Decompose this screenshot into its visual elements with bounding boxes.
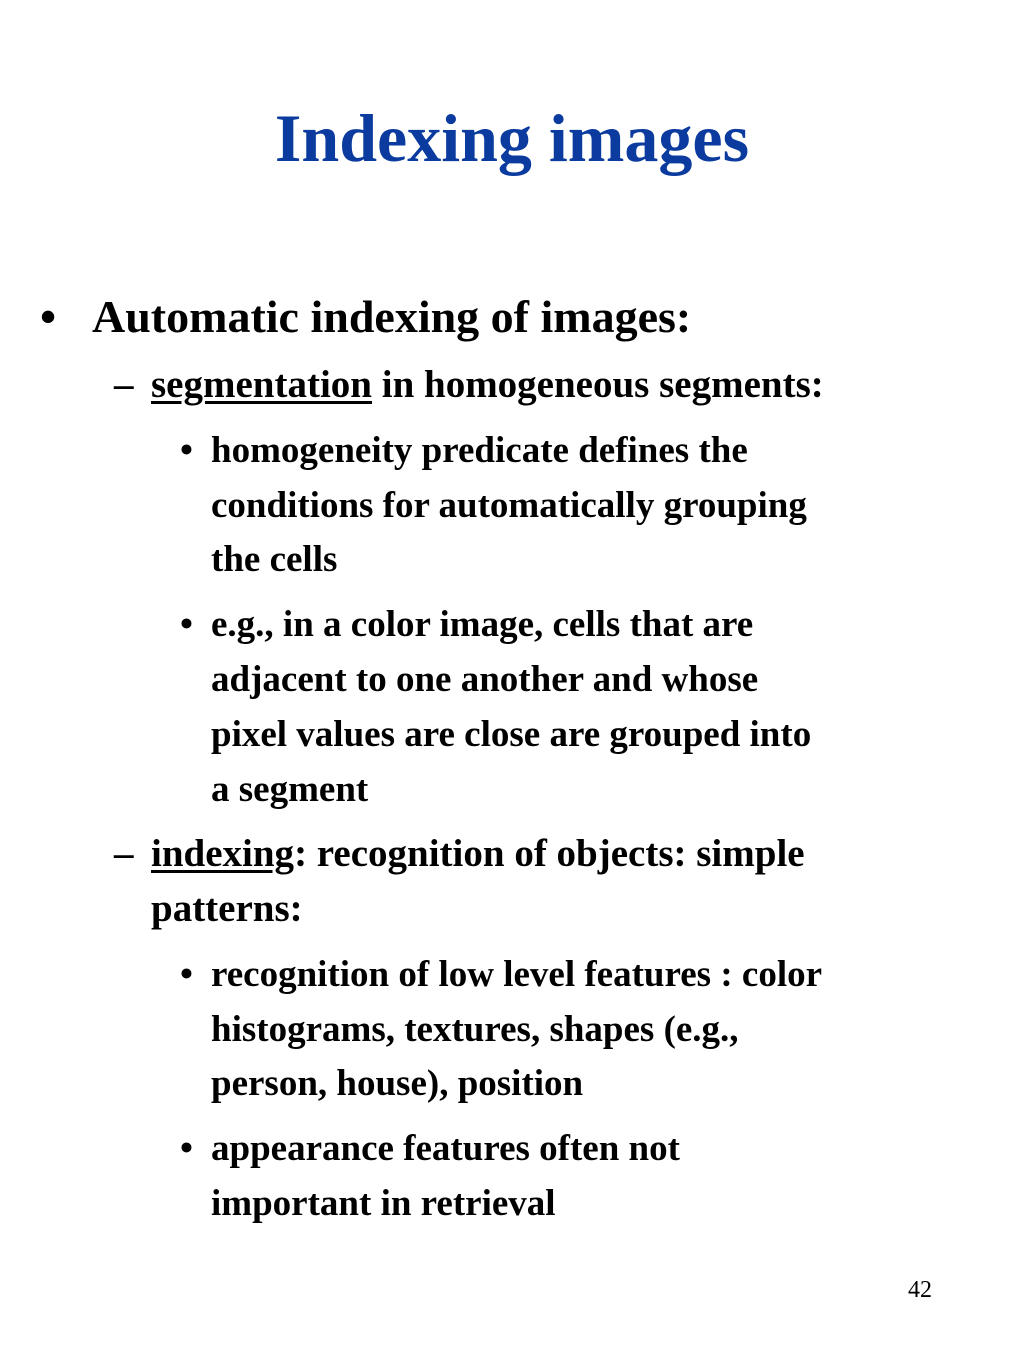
dash-marker: – [114, 363, 134, 406]
item-color-image-line-4: a segment [211, 769, 369, 810]
item-appearance-line-1: appearance features often not [211, 1128, 680, 1169]
item-appearance-line-2: important in retrieval [211, 1183, 556, 1224]
slide-title: Indexing images [274, 100, 750, 176]
sub-bullet-indexing-text: : recognition of objects: simple [294, 832, 805, 875]
sub-bullet-indexing [151, 827, 805, 881]
small-bullet-marker: • [180, 430, 193, 471]
sub-bullet-segmentation-text: in homogeneous segments: [371, 363, 824, 406]
page-number: 42 [908, 1277, 932, 1303]
item-color-image-line-2: adjacent to one another and whose [211, 659, 759, 700]
small-bullet-marker: • [180, 954, 193, 995]
term-segmentation: segmentation [151, 363, 372, 406]
item-color-image-line-3: pixel values are close are grouped into [211, 714, 812, 755]
bullet-automatic-indexing: Automatic indexing of images: [92, 291, 692, 342]
item-homogeneity-line-2: conditions for automatically grouping [211, 485, 807, 526]
item-homogeneity-line-3: the cells [211, 539, 338, 580]
sub-bullet-segmentation [151, 358, 824, 412]
small-bullet-marker: • [180, 604, 193, 645]
item-color-image-line-1: e.g., in a color image, cells that are [211, 604, 754, 645]
sub-bullet-indexing-continuation: patterns: [151, 887, 303, 930]
small-bullet-marker: • [180, 1128, 193, 1169]
item-low-level-features-line-3: person, house), position [211, 1063, 584, 1104]
dash-marker: – [114, 832, 134, 875]
bullet-marker: • [40, 291, 57, 342]
item-low-level-features-line-2: histograms, textures, shapes (e.g., [211, 1009, 739, 1050]
item-homogeneity-line-1: homogeneity predicate defines the [211, 430, 748, 471]
term-indexing: indexing [151, 832, 295, 875]
item-low-level-features-line-1: recognition of low level features : color [211, 954, 823, 995]
